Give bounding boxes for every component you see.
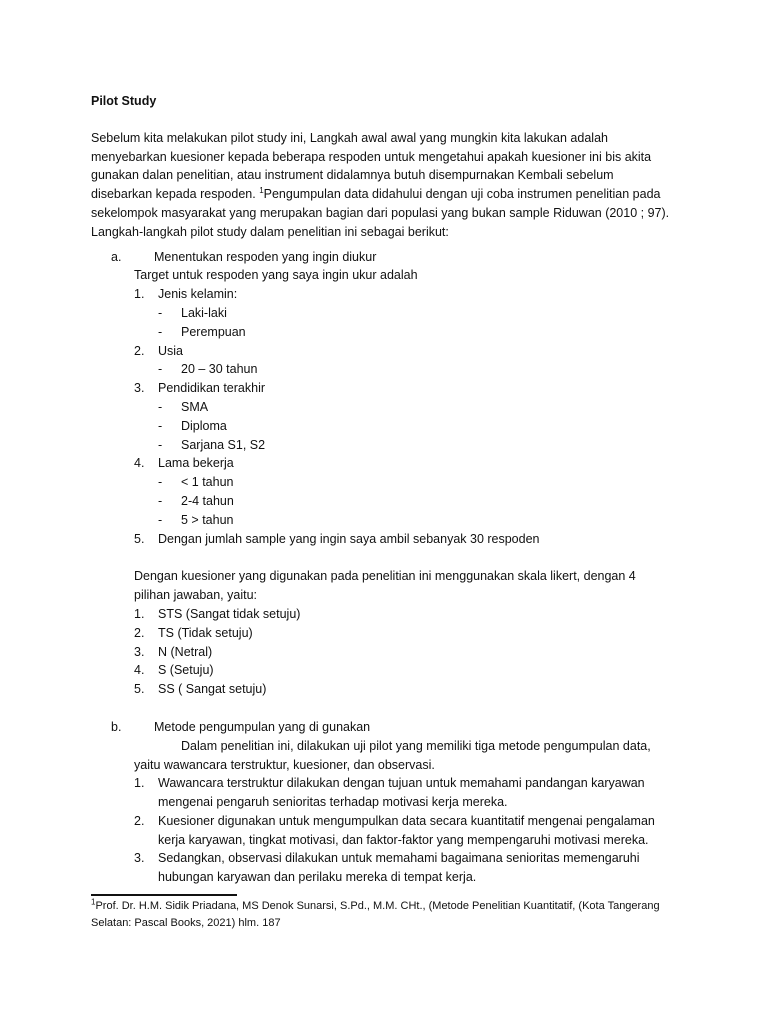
- list-text-line: Kuesioner digunakan untuk mengumpulkan data secara kuantitatif mengenai pengalaman: [158, 813, 655, 828]
- section-label: b.: [111, 719, 122, 734]
- list-text: Lama bekerja: [158, 456, 234, 471]
- scale-item: [91, 661, 681, 680]
- dash-bullet: -: [158, 493, 163, 508]
- list-text-line: Sedangkan, observasi dilakukan untuk memahami bagaimana senioritas memengaruhi: [158, 851, 640, 866]
- list-number: 3.: [134, 381, 145, 396]
- intro-line: [91, 185, 681, 204]
- sub-list-item: [91, 360, 681, 379]
- footnote-line: Selatan: Pascal Books, 2021) hlm. 187: [91, 917, 281, 929]
- list-text: Jenis kelamin:: [158, 287, 238, 302]
- scale-item: [91, 643, 681, 662]
- method-item: [91, 774, 681, 812]
- list-text-line: hubungan karyawan dan perilaku mereka di tempat kerja.: [158, 870, 477, 885]
- section-b-heading: [91, 718, 681, 737]
- dash-bullet: -: [158, 399, 163, 414]
- list-number: 1.: [134, 606, 145, 621]
- list-text: [158, 812, 681, 850]
- dash-bullet: -: [158, 418, 163, 433]
- sub-list-item: [91, 304, 681, 323]
- method-paragraph-line: Dalam penelitian ini, dilakukan uji pilot yang memiliki tiga metode pengumpulan data,: [181, 738, 651, 753]
- scale-item: [91, 680, 681, 699]
- sub-list-text: SMA: [181, 399, 209, 414]
- sub-list-item: [91, 511, 681, 530]
- document-body: [91, 92, 681, 887]
- sub-list-item: [91, 436, 681, 455]
- list-text: S (Setuju): [158, 663, 214, 678]
- section-label: a.: [111, 249, 122, 264]
- list-text: TS (Tidak setuju): [158, 625, 253, 640]
- list-item: [91, 285, 681, 304]
- list-item: [91, 379, 681, 398]
- scale-item: [91, 605, 681, 624]
- list-number: 1.: [134, 776, 145, 791]
- footnote-separator: [91, 894, 237, 896]
- sub-list-text: 5 > tahun: [181, 512, 234, 527]
- list-number: 4.: [134, 456, 145, 471]
- list-number: 3.: [134, 644, 145, 659]
- spacer: [91, 699, 681, 718]
- section-title: Menentukan respoden yang ingin diukur: [154, 249, 377, 264]
- list-number: 2.: [134, 813, 145, 828]
- scale-intro-line: Dengan kuesioner yang digunakan pada penelitian ini menggunakan skala likert, dengan 4: [134, 569, 636, 584]
- list-number: 1.: [134, 287, 145, 302]
- method-paragraph-line: yaitu wawancara terstruktur, kuesioner, dan observasi.: [134, 757, 435, 772]
- intro-paragraph: [91, 129, 681, 242]
- footnote-text: Prof. Dr. H.M. Sidik Priadana, MS Denok Sunarsi, S.Pd., M.M. CHt., (Metode Penelitian Kuantitatif, (Kota Tangerang: [95, 900, 660, 912]
- list-text: SS ( Sangat setuju): [158, 682, 267, 697]
- list-text-line: mengenai pengaruh senioritas terhadap motivasi kerja mereka.: [158, 795, 508, 810]
- list-number: 5.: [134, 531, 145, 546]
- list-text: Usia: [158, 343, 184, 358]
- dash-bullet: -: [158, 324, 163, 339]
- scale-item: [91, 624, 681, 643]
- dash-bullet: -: [158, 475, 163, 490]
- document-title: Pilot Study: [91, 94, 157, 108]
- sub-list-item: [91, 398, 681, 417]
- dash-bullet: -: [158, 512, 163, 527]
- list-text: STS (Sangat tidak setuju): [158, 606, 301, 621]
- intro-text: Pengumpulan data didahului dengan uji coba instrumen penelitian pada: [263, 187, 661, 202]
- intro-line: menyebarkan kuesioner kepada beberapa respoden untuk mengetahui apakah kuesioner ini bis akita: [91, 149, 652, 164]
- list-number: 2.: [134, 625, 145, 640]
- dash-bullet: -: [158, 437, 163, 452]
- footnote: [91, 898, 691, 932]
- spacer: [91, 548, 681, 567]
- sub-list-item: [91, 473, 681, 492]
- section-a-subheading: Target untuk respoden yang saya ingin ukur adalah: [134, 268, 418, 283]
- sub-list-text: Perempuan: [181, 324, 246, 339]
- intro-line: Langkah-langkah pilot study dalam penelitian ini sebagai berikut:: [91, 224, 449, 239]
- section-a-heading: [91, 248, 681, 267]
- list-text-line: Wawancara terstruktur dilakukan dengan tujuan untuk memahami pandangan karyawan: [158, 776, 645, 791]
- intro-line: Sebelum kita melakukan pilot study ini, Langkah awal awal yang mungkin kita lakukan adalah: [91, 130, 608, 145]
- sub-list-item: [91, 323, 681, 342]
- method-item: [91, 849, 681, 887]
- scale-intro-line: pilihan jawaban, yaitu:: [134, 588, 257, 603]
- section-title: Metode pengumpulan yang di gunakan: [154, 719, 371, 734]
- list-item: [91, 454, 681, 473]
- intro-text: disebarkan kepada respoden.: [91, 187, 260, 202]
- sub-list-text: 20 – 30 tahun: [181, 362, 258, 377]
- list-text: [158, 774, 681, 812]
- sub-list-text: Laki-laki: [181, 305, 227, 320]
- intro-line: gunakan dalan penelitian, atau instrument didalamnya butuh disempurnakan Kembali sebelum: [91, 168, 614, 183]
- list-number: 3.: [134, 851, 145, 866]
- list-number: 5.: [134, 682, 145, 697]
- list-text: Dengan jumlah sample yang ingin saya ambil sebanyak 30 respoden: [158, 531, 540, 546]
- list-text-line: kerja karyawan, tingkat motivasi, dan faktor-faktor yang mempengaruhi motivasi mereka.: [158, 832, 649, 847]
- list-item: [91, 342, 681, 361]
- dash-bullet: -: [158, 305, 163, 320]
- list-item: [91, 530, 681, 549]
- footnote-ref[interactable]: 1: [259, 186, 264, 196]
- footnote-mark: 1: [91, 897, 96, 907]
- intro-line: sekelompok masyarakat yang merupakan bagian dari populasi yang bukan sample Riduwan (2010 ; 97).: [91, 205, 670, 220]
- list-number: 4.: [134, 663, 145, 678]
- sub-list-text: 2-4 tahun: [181, 493, 234, 508]
- list-text: N (Netral): [158, 644, 213, 659]
- sub-list-item: [91, 492, 681, 511]
- list-number: 2.: [134, 343, 145, 358]
- list-text: Pendidikan terakhir: [158, 381, 266, 396]
- list-text: [158, 849, 681, 887]
- method-item: [91, 812, 681, 850]
- sub-list-text: Diploma: [181, 418, 227, 433]
- sub-list-text: Sarjana S1, S2: [181, 437, 266, 452]
- sub-list-text: < 1 tahun: [181, 475, 234, 490]
- sub-list-item: [91, 417, 681, 436]
- dash-bullet: -: [158, 362, 163, 377]
- footnote-line: [91, 897, 660, 912]
